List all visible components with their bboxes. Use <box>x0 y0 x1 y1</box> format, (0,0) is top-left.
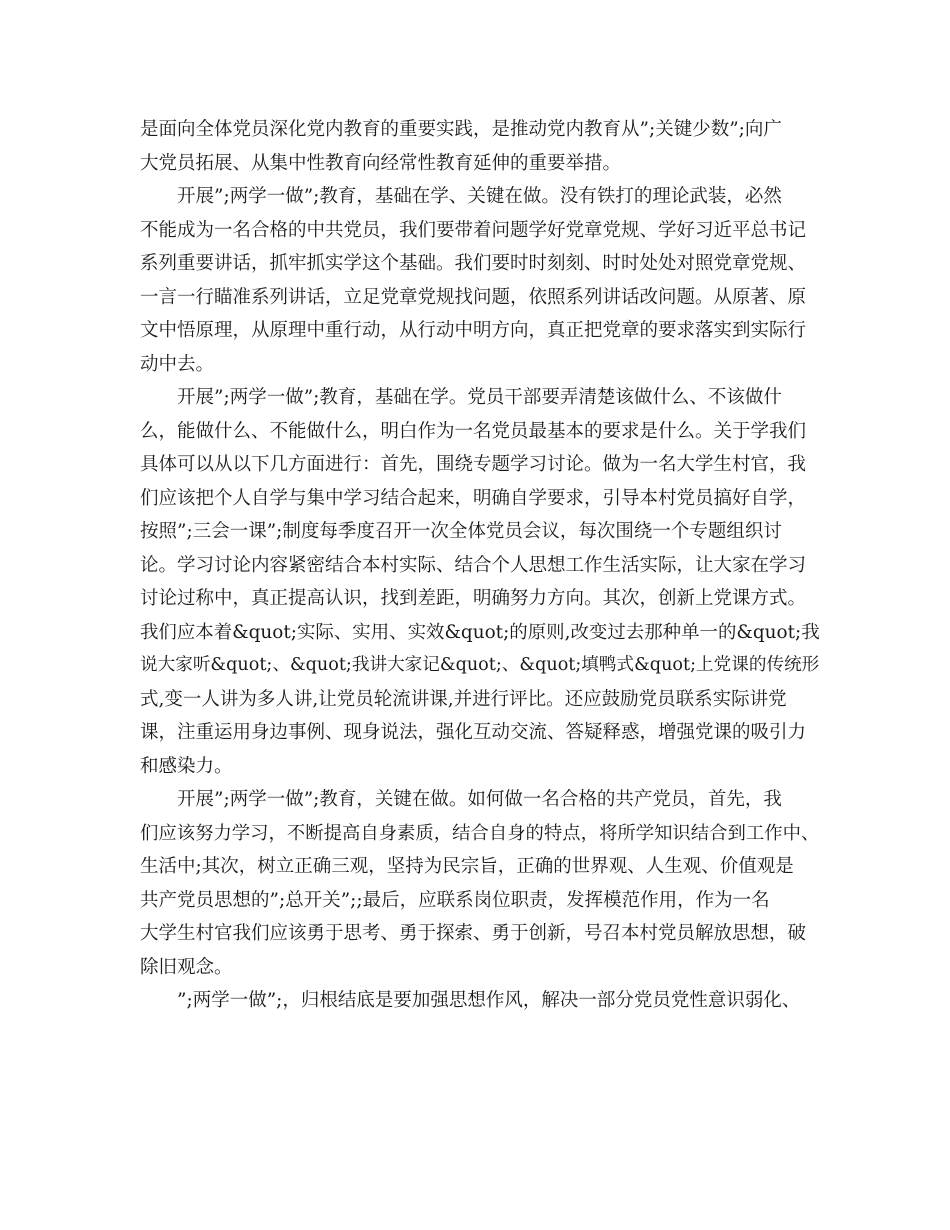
text-line: 论。学习讨论内容紧密结合本村实际、结合个人思想工作生活实际，让大家在学习 <box>140 554 807 576</box>
text-line: 系列重要讲话，抓牢抓实学这个基础。我们要时时刻刻、时时处处对照党章党规、 <box>140 253 807 274</box>
text-line: 是面向全体党员深化党内教育的重要实践，是推动党内教育从”;关键少数”;向广 <box>140 119 782 140</box>
text-line: 一言一行瞄准系列讲话，立足党章党规找问题，依照系列讲话改问题。从原著、原 <box>140 286 807 308</box>
paragraph <box>140 381 820 783</box>
text-line: 大学生村官我们应该勇于思考、勇于探索、勇于创新，号召本村党员解放思想，破 <box>140 923 807 944</box>
text-line: 具体可以从以下几方面进行：首先，围绕专题学习讨论。做为一名大学生村官，我 <box>140 454 807 475</box>
text-line: ”;两学一做”;，归根结底是要加强思想作风，解决一部分党员党性意识弱化、 <box>177 990 801 1011</box>
text-line: 动中去。 <box>140 353 215 375</box>
text-line: 讨论过称中，真正提高认识，找到差距，明确努力方向。其次，创新上党课方式。 <box>140 588 807 609</box>
document-body <box>140 113 820 1018</box>
text-line: 们应该把个人自学与集中学习结合起来，明确自学要求，引导本村党员搞好自学， <box>140 487 807 509</box>
text-line: 式,变一人讲为多人讲,让党员轮流讲课,并进行评比。还应鼓励党员联系实际讲党 <box>140 688 787 710</box>
text-line: 课，注重运用身边事例、现身说法，强化互动交流、答疑释惑，增强党课的吸引力 <box>140 722 807 743</box>
paragraph <box>140 113 820 180</box>
text-line: 生活中;其次，树立正确三观，坚持为民宗旨，正确的世界观、人生观、价值观是 <box>140 856 794 877</box>
text-line: 文中悟原理，从原理中重行动，从行动中明方向，真正把党章的要求落实到实际行 <box>140 320 807 341</box>
text-line: 么，能做什么、不能做什么，明白作为一名党员最基本的要求是什么。关于学我们 <box>140 420 807 442</box>
text-line: 不能成为一名合格的中共党员，我们要带着问题学好党章党规、学好习近平总书记 <box>140 219 807 241</box>
text-line: 按照”;三会一课”;制度每季度召开一次全体党员会议，每次围绕一个专题组织讨 <box>140 521 782 542</box>
text-line: 说大家听&quot;、&quot;我讲大家记&quot;、&quot;填鸭式&quot;上党课的传统形 <box>140 655 820 675</box>
text-line: 大党员拓展、从集中性教育向经常性教育延伸的重要举措。 <box>140 152 622 174</box>
text-line: 共产党员思想的”;总开关”;;最后，应联系岗位职责，发挥模范作用，作为一名 <box>140 889 770 911</box>
text-line: 和感染力。 <box>140 755 233 777</box>
text-line: 我们应本着&quot;实际、实用、实效&quot;的原则,改变过去那种单一的&quot;我 <box>140 621 820 643</box>
paragraph <box>140 180 820 381</box>
paragraph <box>140 984 820 1018</box>
paragraph <box>140 783 820 984</box>
text-line: 开展”;两学一做”;教育，基础在学。党员干部要弄清楚该做什么、不该做什 <box>177 387 782 408</box>
text-line: 们应该努力学习，不断提高自身素质，结合自身的特点，将所学知识结合到工作中、 <box>140 822 820 844</box>
text-line: 开展”;两学一做”;教育，关键在做。如何做一名合格的共产党员，首先，我 <box>177 789 782 810</box>
text-line: 除旧观念。 <box>140 956 233 978</box>
text-line: 开展”;两学一做”;教育，基础在学、关键在做。没有铁打的理论武装，必然 <box>177 186 782 207</box>
